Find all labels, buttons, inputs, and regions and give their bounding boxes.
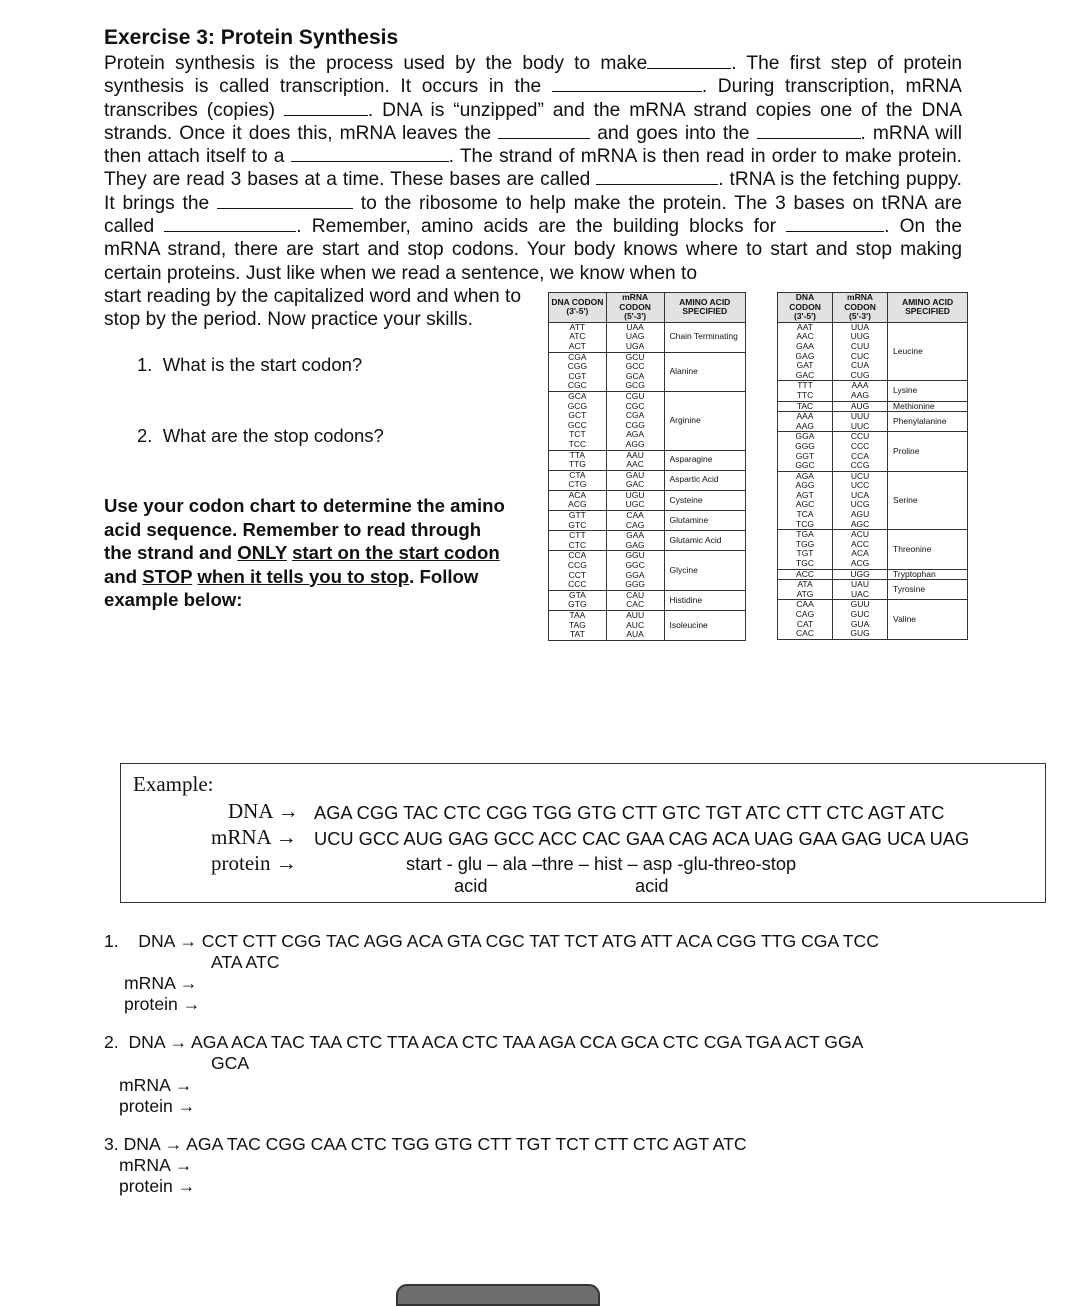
example-mrna-label: mRNA → bbox=[211, 825, 297, 849]
example-acid-1: acid bbox=[454, 875, 488, 896]
problem-3-protein: protein → bbox=[119, 1176, 196, 1196]
question-2: 2. What are the stop codons? bbox=[137, 425, 384, 446]
dna-codon-cell: AAA AAG bbox=[778, 412, 833, 432]
mrna-codon-cell: AAA AAG bbox=[833, 381, 888, 401]
dna-codon-cell: TTA TTG bbox=[549, 450, 607, 470]
instructions: Use your codon chart to determine the amino acid sequence. Remember to read through the strand and ONLY start on the start codon and STOP when it tells you to stop. Follow example below: bbox=[104, 495, 505, 610]
mrna-codon-cell: CCU CCC CCA CCG bbox=[833, 432, 888, 471]
amino-acid-cell: Alanine bbox=[664, 352, 746, 391]
header-amino: AMINO ACID SPECIFIED bbox=[888, 293, 968, 323]
codon-row bbox=[549, 590, 746, 610]
mrna-codon-cell: ACU ACC ACA ACG bbox=[833, 530, 888, 569]
amino-acid-cell: Valine bbox=[888, 600, 968, 639]
codon-row bbox=[778, 569, 968, 580]
problem-2-mrna: mRNA → bbox=[119, 1075, 193, 1095]
dna-codon-cell: GCA GCG GCT GCC TCT TCC bbox=[549, 391, 607, 450]
example-label: Example: bbox=[133, 772, 214, 796]
dna-codon-cell: AGA AGG AGT AGC TCA TCG bbox=[778, 471, 833, 530]
amino-acid-cell: Proline bbox=[888, 432, 968, 471]
dna-codon-cell: CTA CTG bbox=[549, 470, 607, 490]
dna-codon-cell: ATA ATG bbox=[778, 580, 833, 600]
dna-codon-cell: CTT CTC bbox=[549, 531, 607, 551]
mrna-codon-cell: UUU UUC bbox=[833, 412, 888, 432]
codon-row bbox=[778, 322, 968, 381]
problem-2-dna-cont: GCA bbox=[211, 1053, 250, 1073]
codon-row bbox=[549, 352, 746, 391]
dna-codon-cell: GGA GGG GGT GGC bbox=[778, 432, 833, 471]
problem-1-dna-cont: ATA ATC bbox=[211, 952, 280, 972]
question-1: 1. What is the start codon? bbox=[137, 354, 363, 375]
amino-acid-cell: Isoleucine bbox=[664, 611, 746, 641]
mrna-codon-cell: GUU GUC GUA GUG bbox=[833, 600, 888, 639]
amino-acid-cell: Glutamic Acid bbox=[664, 531, 746, 551]
codon-row bbox=[778, 471, 968, 530]
amino-acid-cell: Cysteine bbox=[664, 490, 746, 510]
problem-3: 3. DNA → AGA TAC CGG CAA CTC TGG GTG CTT TGT TCT CTT CTC AGT ATC bbox=[104, 1134, 747, 1154]
dna-codon-cell: ACA ACG bbox=[549, 490, 607, 510]
example-acid-2: acid bbox=[635, 875, 669, 896]
example-dna: AGA CGG TAC CTC CGG TGG GTG CTT GTC TGT ATC CTT CTC AGT ATC bbox=[314, 802, 945, 823]
amino-acid-cell: Methionine bbox=[888, 401, 968, 412]
problem-1-protein: protein → bbox=[124, 994, 201, 1014]
codon-row bbox=[778, 412, 968, 432]
header-amino: AMINO ACID SPECIFIED bbox=[664, 293, 746, 323]
dna-codon-cell: GTA GTG bbox=[549, 590, 607, 610]
mrna-codon-cell: CAA CAG bbox=[606, 511, 664, 531]
amino-acid-cell: Chain Terminating bbox=[664, 322, 746, 352]
header-mrna: mRNA CODON (5'-3') bbox=[833, 293, 888, 323]
mrna-codon-cell: UUA UUG CUU CUC CUA CUG bbox=[833, 322, 888, 381]
amino-acid-cell: Serine bbox=[888, 471, 968, 530]
codon-row bbox=[778, 381, 968, 401]
mrna-codon-cell: GGU GGC GGA GGG bbox=[606, 551, 664, 590]
mrna-codon-cell: UGU UGC bbox=[606, 490, 664, 510]
codon-row bbox=[549, 551, 746, 590]
codon-row bbox=[549, 611, 746, 641]
amino-acid-cell: Threonine bbox=[888, 530, 968, 569]
mrna-codon-cell: CAU CAC bbox=[606, 590, 664, 610]
header-dna: DNA CODON (3'-5') bbox=[778, 293, 833, 323]
dna-codon-cell: TGA TGG TGT TGC bbox=[778, 530, 833, 569]
amino-acid-cell: Tyrosine bbox=[888, 580, 968, 600]
example-protein-label: protein → bbox=[211, 851, 297, 875]
mrna-codon-cell: AAU AAC bbox=[606, 450, 664, 470]
amino-acid-cell: Phenylalanine bbox=[888, 412, 968, 432]
amino-acid-cell: Asparagine bbox=[664, 450, 746, 470]
codon-row bbox=[778, 401, 968, 412]
amino-acid-cell: Tryptophan bbox=[888, 569, 968, 580]
amino-acid-cell: Lysine bbox=[888, 381, 968, 401]
intro-tail: start reading by the capitalized word and when to stop by the period. Now practice your skills. bbox=[104, 286, 522, 331]
header-mrna: mRNA CODON (5'-3') bbox=[606, 293, 664, 323]
mrna-codon-cell: GAU GAC bbox=[606, 470, 664, 490]
amino-acid-cell: Glutamine bbox=[664, 511, 746, 531]
codon-chart-left bbox=[548, 292, 746, 641]
example-protein: start - glu – ala –thre – hist – asp -glu-threo-stop bbox=[406, 853, 797, 874]
codon-chart-right bbox=[777, 292, 968, 640]
mrna-codon-cell: GCU GCC GCA GCG bbox=[606, 352, 664, 391]
amino-acid-cell: Arginine bbox=[664, 391, 746, 450]
amino-acid-cell: Leucine bbox=[888, 322, 968, 381]
dna-codon-cell: TAC bbox=[778, 401, 833, 412]
page-title: Exercise 3: Protein Synthesis bbox=[104, 26, 399, 49]
mrna-codon-cell: CGU CGC CGA CGG AGA AGG bbox=[606, 391, 664, 450]
codon-row bbox=[778, 600, 968, 639]
codon-row bbox=[549, 391, 746, 450]
codon-row bbox=[549, 470, 746, 490]
amino-acid-cell: Glycine bbox=[664, 551, 746, 590]
dna-codon-cell: TTT TTC bbox=[778, 381, 833, 401]
mrna-codon-cell: AUU AUC AUA bbox=[606, 611, 664, 641]
problem-2: 2. DNA → AGA ACA TAC TAA CTC TTA ACA CTC TAA AGA CCA GCA CTC CGA TGA ACT GGA bbox=[104, 1032, 864, 1052]
dna-codon-cell: CAA CAG CAT CAC bbox=[778, 600, 833, 639]
problem-2-protein: protein → bbox=[119, 1096, 196, 1116]
codon-row bbox=[778, 580, 968, 600]
codon-row bbox=[549, 322, 746, 352]
dna-codon-cell: CGA CGG CGT CGC bbox=[549, 352, 607, 391]
amino-acid-cell: Histidine bbox=[664, 590, 746, 610]
header-dna: DNA CODON (3'-5') bbox=[549, 293, 607, 323]
problem-1-mrna: mRNA → bbox=[124, 973, 198, 993]
mrna-codon-cell: UAA UAG UGA bbox=[606, 322, 664, 352]
dna-codon-cell: TAA TAG TAT bbox=[549, 611, 607, 641]
codon-row bbox=[549, 490, 746, 510]
mrna-codon-cell: UCU UCC UCA UCG AGU AGC bbox=[833, 471, 888, 530]
problem-1: 1. DNA → CCT CTT CGG TAC AGG ACA GTA CGC TAT TCT ATG ATT ACA CGG TTG CGA TCC bbox=[104, 931, 879, 951]
scrollbar-handle[interactable] bbox=[396, 1284, 600, 1306]
codon-row bbox=[549, 511, 746, 531]
dna-codon-cell: ATT ATC ACT bbox=[549, 322, 607, 352]
dna-codon-cell: GTT GTC bbox=[549, 511, 607, 531]
intro-paragraph: Protein synthesis is the process used by the body to make . The first step of protein synthesis is called transcription. It occurs in the . During transcription, mRNA transcribes (copies) . DNA is “unzipped” and the mRNA strand copies one of the DNA strands. Once it does this, mRNA leaves the and goes into the . mRNA will then attach itself to a . The strand of mRNA is then read in order to make protein. They are read 3 bases at a time. These bases are called . tRNA is the fetching puppy. It brings the to the ribosome to help make the protein. The 3 bases on tRNA are called . Remember, amino acids are the building blocks for . On the mRNA strand, there are start and stop codons. Your body knows where to start and stop making certain proteins. Just like when we read a sentence, we know when to bbox=[104, 53, 963, 284]
dna-codon-cell: CCA CCG CCT CCC bbox=[549, 551, 607, 590]
mrna-codon-cell: UGG bbox=[833, 569, 888, 580]
dna-codon-cell: AAT AAC GAA GAG GAT GAC bbox=[778, 322, 833, 381]
example-dna-label: DNA → bbox=[228, 799, 299, 823]
codon-row bbox=[778, 530, 968, 569]
codon-row bbox=[778, 432, 968, 471]
amino-acid-cell: Aspartic Acid bbox=[664, 470, 746, 490]
mrna-codon-cell: AUG bbox=[833, 401, 888, 412]
problem-3-mrna: mRNA → bbox=[119, 1155, 193, 1175]
example-mrna: UCU GCC AUG GAG GCC ACC CAC GAA CAG ACA UAG GAA GAG UCA UAG bbox=[314, 828, 970, 849]
mrna-codon-cell: UAU UAC bbox=[833, 580, 888, 600]
codon-row bbox=[549, 531, 746, 551]
dna-codon-cell: ACC bbox=[778, 569, 833, 580]
mrna-codon-cell: GAA GAG bbox=[606, 531, 664, 551]
example-box bbox=[120, 763, 1046, 903]
codon-row bbox=[549, 450, 746, 470]
